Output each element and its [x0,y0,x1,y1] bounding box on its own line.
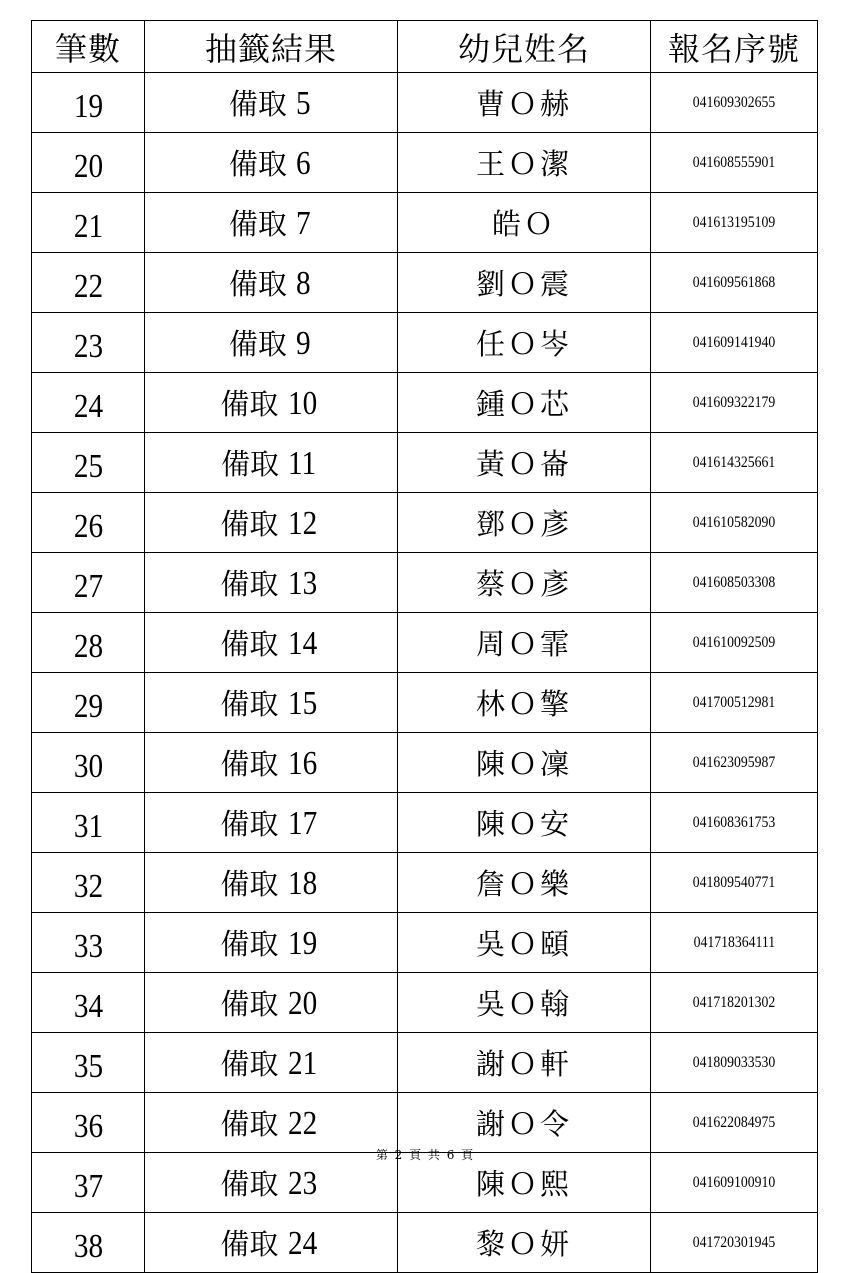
waitlist-label: 備取 [220,987,279,1021]
child-name-cell: 黎Ｏ妍 [398,1213,651,1273]
registration-number: 041608361753 [692,813,776,831]
draw-result-cell [145,433,398,493]
draw-result-cell [145,553,398,613]
registration-number: 041718364111 [693,933,775,951]
waitlist-rank: 21 [287,1045,317,1082]
registration-number-cell [651,253,818,313]
child-name-cell: 謝Ｏ軒 [398,1033,651,1093]
child-name-cell: 鄧Ｏ彥 [398,493,651,553]
draw-result-cell [145,1093,398,1153]
child-name-cell: 詹Ｏ樂 [398,853,651,913]
table-row [32,793,818,853]
child-name-cell: 王Ｏ潔 [398,133,651,193]
row-count-cell: 22 [39,253,136,313]
registration-number: 041609100910 [692,1173,776,1191]
table-header [32,21,818,73]
child-name-cell: 劉Ｏ震 [398,253,651,313]
table-row [32,913,818,973]
child-name-cell: 周Ｏ霏 [398,613,651,673]
registration-number: 041609561868 [692,273,776,291]
registration-number-cell [651,673,818,733]
table-row [32,493,818,553]
table-row [32,1213,818,1273]
waitlist-rank: 13 [287,565,317,602]
draw-result-cell [145,313,398,373]
waitlist-rank: 16 [287,745,317,782]
child-name-cell: 陳Ｏ熙 [398,1153,651,1213]
registration-number: 041614325661 [692,453,776,471]
waitlist-rank: 15 [287,685,317,722]
child-name-cell: 皓Ｏ [398,193,651,253]
table-row [32,853,818,913]
lottery-results-table [31,20,818,1273]
waitlist-rank: 6 [296,145,311,182]
table-body [32,73,818,1273]
table-row [32,1033,818,1093]
waitlist-label: 備取 [220,507,279,541]
child-name-cell: 曹Ｏ赫 [398,73,651,133]
registration-number-cell [651,133,818,193]
waitlist-rank: 9 [296,325,311,362]
header-row [32,21,818,73]
draw-result-cell [145,253,398,313]
child-name-cell: 蔡Ｏ彥 [398,553,651,613]
registration-number: 041610092509 [692,633,776,651]
table-row [32,373,818,433]
row-count-cell: 26 [39,493,136,553]
registration-number-cell [651,1213,818,1273]
registration-number: 041610582090 [692,513,776,531]
table-row [32,1093,818,1153]
waitlist-rank: 12 [287,505,317,542]
registration-number: 041609302655 [692,93,776,111]
waitlist-label: 備取 [220,1047,279,1081]
registration-number-cell [651,193,818,253]
waitlist-label: 備取 [228,147,287,181]
waitlist-label: 備取 [220,687,279,721]
waitlist-rank: 5 [296,85,311,122]
child-name-cell: 吳Ｏ頤 [398,913,651,973]
waitlist-label: 備取 [220,1227,279,1261]
waitlist-label: 備取 [228,327,287,361]
draw-result-cell [145,1033,398,1093]
waitlist-rank: 8 [296,265,311,302]
row-count-cell: 36 [39,1093,136,1153]
child-name-cell: 林Ｏ擎 [398,673,651,733]
waitlist-rank: 14 [287,625,317,662]
child-name-cell: 謝Ｏ令 [398,1093,651,1153]
row-count-cell: 29 [39,673,136,733]
row-count-cell: 21 [39,193,136,253]
child-name-cell: 吳Ｏ翰 [398,973,651,1033]
registration-number: 041608503308 [692,573,776,591]
waitlist-label: 備取 [220,567,279,601]
table-row [32,673,818,733]
registration-number: 041609322179 [692,393,776,411]
draw-result-cell [145,493,398,553]
header-child-name: 幼兒姓名 [398,21,651,73]
table-row [32,733,818,793]
child-name-cell: 陳Ｏ安 [398,793,651,853]
registration-number: 041613195109 [692,213,776,231]
waitlist-rank: 17 [287,805,317,842]
table-row [32,613,818,673]
draw-result-cell [145,793,398,853]
registration-number-cell [651,733,818,793]
registration-number-cell [651,493,818,553]
table-row [32,553,818,613]
registration-number-cell [651,1093,818,1153]
child-name-cell: 任Ｏ岑 [398,313,651,373]
waitlist-rank: 24 [287,1225,317,1262]
row-count-cell: 25 [39,433,136,493]
draw-result-cell [145,913,398,973]
registration-number-cell [651,793,818,853]
registration-number: 041720301945 [692,1233,776,1251]
registration-number: 041623095987 [692,753,776,771]
waitlist-rank: 23 [287,1165,317,1202]
waitlist-label: 備取 [220,807,279,841]
waitlist-rank: 22 [287,1105,317,1142]
draw-result-cell [145,973,398,1033]
registration-number: 041809033530 [692,1053,776,1071]
registration-number-cell [651,973,818,1033]
registration-number-cell [651,553,818,613]
waitlist-label: 備取 [228,267,287,301]
lottery-results-sheet [31,20,817,1273]
row-count-cell: 34 [39,973,136,1033]
registration-number: 041700512981 [692,693,776,711]
waitlist-label: 備取 [220,627,279,661]
row-count-cell: 24 [39,373,136,433]
page-number: 第 2 頁 共 6 頁 [375,1148,474,1162]
table-row [32,133,818,193]
registration-number-cell [651,613,818,673]
registration-number: 041622084975 [692,1113,776,1131]
table-row [32,313,818,373]
registration-number: 041809540771 [692,873,776,891]
header-draw-result: 抽籤結果 [145,21,398,73]
waitlist-rank: 7 [296,205,311,242]
waitlist-label: 備取 [228,207,287,241]
draw-result-cell [145,133,398,193]
waitlist-label: 備取 [220,1107,279,1141]
table-row [32,193,818,253]
registration-number-cell [651,373,818,433]
draw-result-cell [145,733,398,793]
waitlist-label: 備取 [221,447,280,481]
draw-result-cell [145,853,398,913]
row-count-cell: 20 [39,133,136,193]
registration-number: 041609141940 [692,333,776,351]
registration-number-cell [651,853,818,913]
draw-result-cell [145,613,398,673]
child-name-cell: 黃Ｏ崙 [398,433,651,493]
row-count-cell: 27 [39,553,136,613]
row-count-cell: 31 [39,793,136,853]
waitlist-label: 備取 [220,1167,279,1201]
registration-number-cell [651,913,818,973]
registration-number: 041608555901 [692,153,776,171]
waitlist-rank: 18 [287,865,317,902]
child-name-cell: 鍾Ｏ芯 [398,373,651,433]
waitlist-label: 備取 [228,87,287,121]
row-count-cell: 23 [39,313,136,373]
draw-result-cell [145,193,398,253]
child-name-cell: 陳Ｏ凜 [398,733,651,793]
waitlist-rank: 11 [288,445,317,482]
table-row [32,433,818,493]
row-count-cell: 19 [39,73,136,133]
waitlist-rank: 20 [287,985,317,1022]
table-row [32,253,818,313]
header-count: 筆數 [32,21,145,73]
table-row [32,73,818,133]
row-count-cell: 30 [39,733,136,793]
row-count-cell: 33 [39,913,136,973]
draw-result-cell [145,673,398,733]
waitlist-label: 備取 [220,387,279,421]
waitlist-label: 備取 [220,747,279,781]
row-count-cell: 28 [39,613,136,673]
registration-number: 041718201302 [692,993,776,1011]
row-count-cell: 32 [39,853,136,913]
row-count-cell: 37 [39,1153,136,1213]
draw-result-cell [145,1213,398,1273]
registration-number-cell [651,1033,818,1093]
table-row [32,973,818,1033]
registration-number-cell [651,73,818,133]
waitlist-label: 備取 [220,867,279,901]
waitlist-rank: 10 [287,385,317,422]
registration-number-cell [651,433,818,493]
registration-number-cell [651,313,818,373]
waitlist-rank: 19 [287,925,317,962]
row-count-cell: 38 [39,1213,136,1273]
row-count-cell: 35 [39,1033,136,1093]
draw-result-cell [145,73,398,133]
draw-result-cell [145,373,398,433]
header-registration-number: 報名序號 [651,21,818,73]
waitlist-label: 備取 [220,927,279,961]
